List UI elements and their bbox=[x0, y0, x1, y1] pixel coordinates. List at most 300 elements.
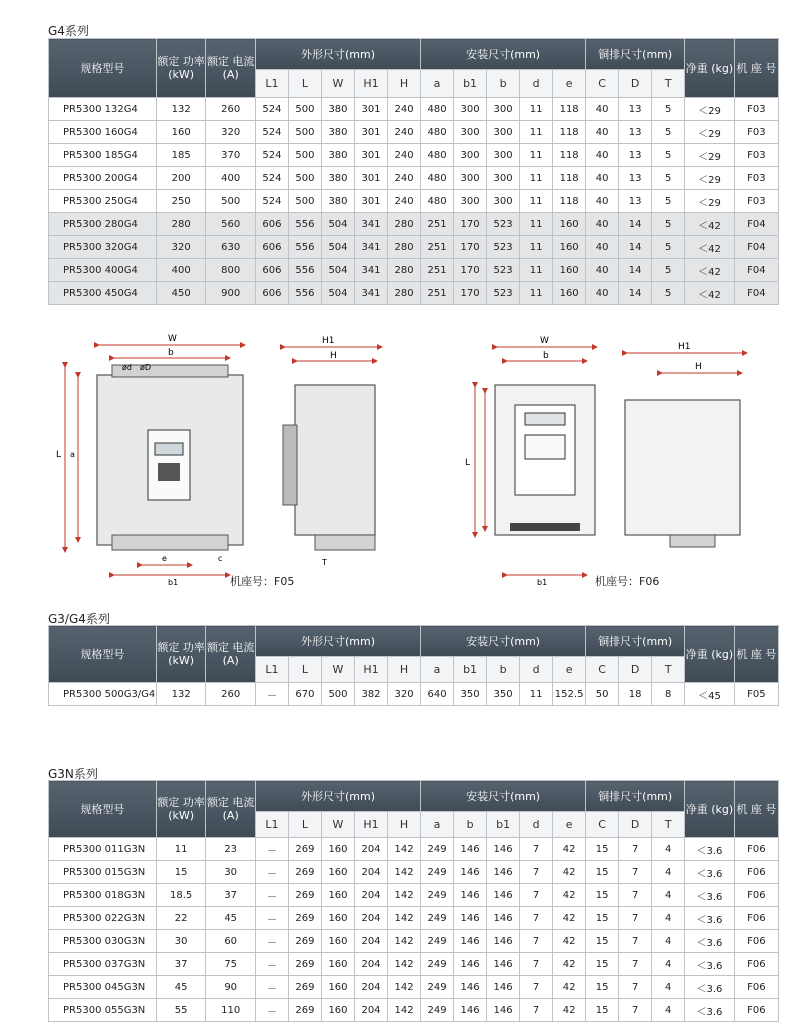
table-cell: 560 bbox=[206, 213, 256, 236]
table-cell: 146 bbox=[487, 838, 520, 861]
header-outer-dims: 外形尺寸(mm) bbox=[255, 626, 420, 657]
table-cell: F03 bbox=[734, 190, 778, 213]
table-cell: － bbox=[255, 999, 288, 1022]
table-cell: 204 bbox=[355, 976, 388, 999]
model-cell: PR5300 200G4 bbox=[49, 167, 157, 190]
model-cell: PR5300 011G3N bbox=[49, 838, 157, 861]
table-cell: 523 bbox=[487, 259, 520, 282]
subheader-t: T bbox=[652, 657, 685, 683]
table-cell: 300 bbox=[487, 144, 520, 167]
g3g4-spec-table bbox=[48, 625, 779, 706]
table-cell: F06 bbox=[734, 907, 778, 930]
table-cell: F03 bbox=[734, 167, 778, 190]
model-cell: PR5300 045G3N bbox=[49, 976, 157, 999]
table-cell: 15 bbox=[586, 976, 619, 999]
table-cell: 146 bbox=[454, 884, 487, 907]
header-model: 规格型号 bbox=[49, 781, 157, 838]
table-cell: 146 bbox=[454, 999, 487, 1022]
dim-bigd-label: øD bbox=[140, 363, 152, 372]
table-cell: F06 bbox=[734, 953, 778, 976]
table-cell: 170 bbox=[454, 236, 487, 259]
subheader-h1: H1 bbox=[355, 812, 388, 838]
table-cell: 269 bbox=[288, 861, 321, 884]
table-cell: 4 bbox=[652, 884, 685, 907]
subheader-b: b bbox=[487, 657, 520, 683]
table-cell: 251 bbox=[421, 236, 454, 259]
table-cell: 341 bbox=[355, 236, 388, 259]
table-cell: 500 bbox=[288, 98, 321, 121]
table-cell: 251 bbox=[421, 282, 454, 305]
table-cell: 382 bbox=[355, 683, 388, 706]
model-cell: PR5300 132G4 bbox=[49, 98, 157, 121]
header-model: 规格型号 bbox=[49, 39, 157, 98]
table-cell: 204 bbox=[355, 838, 388, 861]
table-cell: 160 bbox=[321, 976, 354, 999]
table-cell: 146 bbox=[487, 861, 520, 884]
table-cell: 142 bbox=[388, 976, 421, 999]
table-cell: 7 bbox=[520, 930, 553, 953]
dim-w-label: W bbox=[168, 334, 177, 344]
table-cell: 118 bbox=[553, 144, 586, 167]
table-cell: 480 bbox=[421, 190, 454, 213]
table-cell: 5 bbox=[652, 282, 685, 305]
table-cell: 300 bbox=[454, 121, 487, 144]
f06-dim-b1-label: b1 bbox=[537, 578, 548, 587]
table-cell: 146 bbox=[454, 930, 487, 953]
model-cell: PR5300 250G4 bbox=[49, 190, 157, 213]
subheader-h: H bbox=[388, 657, 421, 683]
table-cell: 7 bbox=[619, 976, 652, 999]
table-cell: F04 bbox=[734, 259, 778, 282]
f06-dim-w-label: W bbox=[540, 336, 549, 346]
table-cell: 301 bbox=[355, 144, 388, 167]
table-cell: 504 bbox=[321, 236, 354, 259]
table-cell: 7 bbox=[520, 838, 553, 861]
table-cell: F06 bbox=[734, 999, 778, 1022]
table-row bbox=[49, 259, 779, 282]
table-cell: F03 bbox=[734, 144, 778, 167]
table-cell: 300 bbox=[487, 121, 520, 144]
table-cell: 5 bbox=[652, 236, 685, 259]
table-cell: 146 bbox=[454, 976, 487, 999]
table-cell: 670 bbox=[288, 683, 321, 706]
subheader-b: b bbox=[487, 70, 520, 98]
table-row bbox=[49, 190, 779, 213]
table-cell: 4 bbox=[652, 976, 685, 999]
f05-frame-label: 机座号：F05 bbox=[230, 575, 295, 588]
table-cell: 7 bbox=[619, 861, 652, 884]
model-cell: PR5300 022G3N bbox=[49, 907, 157, 930]
table-cell: 341 bbox=[355, 259, 388, 282]
table-cell: F06 bbox=[734, 930, 778, 953]
subheader-t: T bbox=[652, 70, 685, 98]
subheader-d: D bbox=[619, 812, 652, 838]
header-power: 额定 功率 (kW) bbox=[156, 781, 206, 838]
table-row bbox=[49, 213, 779, 236]
f06-dim-h1-label: H1 bbox=[678, 342, 691, 352]
table-cell: 556 bbox=[288, 213, 321, 236]
table-cell: 146 bbox=[487, 953, 520, 976]
table-cell: ＜42 bbox=[685, 259, 735, 282]
header-power: 额定 功率 (kW) bbox=[156, 39, 206, 98]
table-cell: 249 bbox=[421, 953, 454, 976]
table-cell: 160 bbox=[156, 121, 206, 144]
table-cell: F04 bbox=[734, 282, 778, 305]
table-cell: 13 bbox=[619, 98, 652, 121]
table-cell: 240 bbox=[388, 167, 421, 190]
header-frame: 机 座 号 bbox=[734, 626, 778, 683]
table-cell: 204 bbox=[355, 884, 388, 907]
table-cell: 380 bbox=[321, 167, 354, 190]
table-cell: 160 bbox=[321, 953, 354, 976]
table-cell: 40 bbox=[586, 213, 619, 236]
table-cell: 15 bbox=[586, 930, 619, 953]
table-cell: 240 bbox=[388, 98, 421, 121]
table-cell: 301 bbox=[355, 190, 388, 213]
table-cell: 7 bbox=[520, 953, 553, 976]
table-cell: 500 bbox=[288, 190, 321, 213]
table-cell: 249 bbox=[421, 884, 454, 907]
table-cell: 110 bbox=[206, 999, 256, 1022]
table-cell: 500 bbox=[288, 167, 321, 190]
header-power: 额定 功率 (kW) bbox=[156, 626, 206, 683]
table-cell: 142 bbox=[388, 999, 421, 1022]
subheader-e: e bbox=[553, 657, 586, 683]
table-cell: 260 bbox=[206, 98, 256, 121]
table-cell: 14 bbox=[619, 236, 652, 259]
table-cell: 480 bbox=[421, 144, 454, 167]
table-cell: 249 bbox=[421, 976, 454, 999]
table-cell: 42 bbox=[553, 953, 586, 976]
f06-dim-l-label: L bbox=[465, 458, 471, 468]
table-cell: 60 bbox=[206, 930, 256, 953]
table-cell: 22 bbox=[156, 907, 206, 930]
table-cell: 40 bbox=[586, 121, 619, 144]
table-cell: F03 bbox=[734, 121, 778, 144]
table-cell: － bbox=[255, 838, 288, 861]
table-cell: 118 bbox=[553, 121, 586, 144]
table-row bbox=[49, 98, 779, 121]
subheader-w: W bbox=[321, 70, 354, 98]
subheader-d: d bbox=[520, 812, 553, 838]
dim-c-label: c bbox=[218, 554, 223, 563]
table-cell: 240 bbox=[388, 190, 421, 213]
table-row bbox=[49, 683, 779, 706]
table-cell: 504 bbox=[321, 282, 354, 305]
header-copper-dims: 铜排尺寸(mm) bbox=[586, 626, 685, 657]
table-cell: 480 bbox=[421, 121, 454, 144]
table-cell: 75 bbox=[206, 953, 256, 976]
table-cell: 42 bbox=[553, 838, 586, 861]
table-cell: 142 bbox=[388, 930, 421, 953]
table-cell: 320 bbox=[156, 236, 206, 259]
table-cell: 160 bbox=[321, 930, 354, 953]
table-cell: 524 bbox=[255, 98, 288, 121]
table-cell: 606 bbox=[255, 282, 288, 305]
table-cell: 40 bbox=[586, 236, 619, 259]
dim-t-label: T bbox=[322, 558, 327, 567]
table-cell: 146 bbox=[487, 976, 520, 999]
table-cell: 90 bbox=[206, 976, 256, 999]
table-cell: ＜42 bbox=[685, 213, 735, 236]
table-cell: 7 bbox=[520, 884, 553, 907]
table-cell: 280 bbox=[156, 213, 206, 236]
g4-section-title: G4系列 bbox=[48, 24, 89, 38]
table-cell: 185 bbox=[156, 144, 206, 167]
f06-frame-label: 机座号：F06 bbox=[595, 575, 660, 588]
table-cell: 4 bbox=[652, 999, 685, 1022]
table-cell: 5 bbox=[652, 121, 685, 144]
table-cell: 240 bbox=[388, 144, 421, 167]
table-cell: 300 bbox=[487, 98, 520, 121]
table-cell: 249 bbox=[421, 838, 454, 861]
table-cell: 4 bbox=[652, 953, 685, 976]
subheader-d: D bbox=[619, 70, 652, 98]
table-cell: 280 bbox=[388, 236, 421, 259]
table-cell: 4 bbox=[652, 861, 685, 884]
table-cell: 301 bbox=[355, 98, 388, 121]
table-cell: 7 bbox=[619, 953, 652, 976]
table-cell: 800 bbox=[206, 259, 256, 282]
table-cell: 14 bbox=[619, 259, 652, 282]
table-cell: F03 bbox=[734, 98, 778, 121]
f05-side-view bbox=[283, 336, 380, 567]
subheader-a: a bbox=[421, 657, 454, 683]
model-cell: PR5300 018G3N bbox=[49, 884, 157, 907]
table-cell: 146 bbox=[454, 953, 487, 976]
table-cell: 170 bbox=[454, 213, 487, 236]
table-cell: 11 bbox=[520, 683, 553, 706]
table-cell: F05 bbox=[734, 683, 778, 706]
table-cell: ＜29 bbox=[685, 167, 735, 190]
table-cell: 13 bbox=[619, 121, 652, 144]
table-cell: 4 bbox=[652, 930, 685, 953]
table-cell: 42 bbox=[553, 861, 586, 884]
table-cell: 240 bbox=[388, 121, 421, 144]
table-cell: 524 bbox=[255, 144, 288, 167]
table-cell: 249 bbox=[421, 930, 454, 953]
table-cell: 132 bbox=[156, 683, 206, 706]
table-cell: 160 bbox=[321, 999, 354, 1022]
table-cell: 450 bbox=[156, 282, 206, 305]
table-cell: 350 bbox=[454, 683, 487, 706]
model-cell: PR5300 160G4 bbox=[49, 121, 157, 144]
table-cell: 13 bbox=[619, 190, 652, 213]
table-cell: 170 bbox=[454, 282, 487, 305]
table-row bbox=[49, 282, 779, 305]
table-cell: 269 bbox=[288, 884, 321, 907]
subheader-h: H bbox=[388, 812, 421, 838]
table-cell: 118 bbox=[553, 98, 586, 121]
table-cell: － bbox=[255, 930, 288, 953]
table-cell: 400 bbox=[206, 167, 256, 190]
table-cell: 524 bbox=[255, 167, 288, 190]
table-cell: 320 bbox=[206, 121, 256, 144]
table-cell: 280 bbox=[388, 259, 421, 282]
table-cell: 160 bbox=[553, 259, 586, 282]
table-cell: 15 bbox=[586, 999, 619, 1022]
table-cell: 280 bbox=[388, 282, 421, 305]
table-cell: 500 bbox=[288, 144, 321, 167]
dimension-diagrams bbox=[40, 325, 760, 595]
table-row bbox=[49, 121, 779, 144]
table-cell: 204 bbox=[355, 999, 388, 1022]
g3n-section-title: G3N系列 bbox=[48, 767, 98, 781]
table-cell: 146 bbox=[487, 907, 520, 930]
table-cell: 204 bbox=[355, 907, 388, 930]
header-frame: 机 座 号 bbox=[734, 781, 778, 838]
table-cell: 146 bbox=[487, 930, 520, 953]
subheader-a: a bbox=[421, 70, 454, 98]
table-cell: 7 bbox=[619, 907, 652, 930]
table-cell: F04 bbox=[734, 213, 778, 236]
table-cell: 160 bbox=[553, 213, 586, 236]
table-cell: 142 bbox=[388, 907, 421, 930]
dim-h-label: H bbox=[330, 351, 337, 361]
f06-side-view bbox=[625, 342, 745, 547]
table-cell: 160 bbox=[553, 236, 586, 259]
table-cell: 204 bbox=[355, 930, 388, 953]
header-outer-dims: 外形尺寸(mm) bbox=[255, 39, 420, 70]
subheader-b1: b1 bbox=[487, 812, 520, 838]
table-cell: 152.5 bbox=[553, 683, 586, 706]
table-cell: 18 bbox=[619, 683, 652, 706]
table-cell: 280 bbox=[388, 213, 421, 236]
table-cell: 160 bbox=[553, 282, 586, 305]
table-cell: 204 bbox=[355, 953, 388, 976]
f05-front-view bbox=[56, 334, 243, 587]
header-outer-dims: 外形尺寸(mm) bbox=[255, 781, 420, 812]
table-cell: 204 bbox=[355, 861, 388, 884]
table-cell: 4 bbox=[652, 907, 685, 930]
table-cell: 7 bbox=[619, 884, 652, 907]
table-cell: ＜29 bbox=[685, 190, 735, 213]
table-cell: 30 bbox=[156, 930, 206, 953]
table-cell: 269 bbox=[288, 907, 321, 930]
table-cell: 40 bbox=[586, 167, 619, 190]
table-cell: 11 bbox=[520, 121, 553, 144]
table-cell: ＜42 bbox=[685, 282, 735, 305]
table-row bbox=[49, 999, 779, 1022]
table-cell: 42 bbox=[553, 930, 586, 953]
table-cell: 5 bbox=[652, 98, 685, 121]
header-copper-dims: 铜排尺寸(mm) bbox=[586, 39, 685, 70]
subheader-c: C bbox=[586, 70, 619, 98]
subheader-l: L bbox=[288, 657, 321, 683]
table-cell: 11 bbox=[520, 98, 553, 121]
table-cell: ＜3.6 bbox=[685, 999, 735, 1022]
subheader-a: a bbox=[421, 812, 454, 838]
g4-spec-table bbox=[48, 38, 779, 305]
f06-dim-b-label: b bbox=[543, 351, 549, 361]
table-cell: 13 bbox=[619, 144, 652, 167]
header-frame: 机 座 号 bbox=[734, 39, 778, 98]
table-cell: 160 bbox=[321, 838, 354, 861]
table-cell: 11 bbox=[520, 213, 553, 236]
table-cell: 118 bbox=[553, 190, 586, 213]
model-cell: PR5300 450G4 bbox=[49, 282, 157, 305]
table-cell: 249 bbox=[421, 861, 454, 884]
table-cell: 7 bbox=[619, 838, 652, 861]
table-cell: ＜3.6 bbox=[685, 976, 735, 999]
table-cell: 14 bbox=[619, 213, 652, 236]
table-row bbox=[49, 167, 779, 190]
table-cell: 380 bbox=[321, 121, 354, 144]
table-cell: 7 bbox=[520, 907, 553, 930]
table-cell: F06 bbox=[734, 838, 778, 861]
table-cell: 5 bbox=[652, 213, 685, 236]
table-cell: ＜3.6 bbox=[685, 953, 735, 976]
model-cell: PR5300 015G3N bbox=[49, 861, 157, 884]
subheader-e: e bbox=[553, 70, 586, 98]
model-cell: PR5300 320G4 bbox=[49, 236, 157, 259]
table-cell: 300 bbox=[454, 98, 487, 121]
table-cell: ＜3.6 bbox=[685, 838, 735, 861]
table-cell: 7 bbox=[619, 930, 652, 953]
subheader-l: L bbox=[288, 812, 321, 838]
table-cell: 630 bbox=[206, 236, 256, 259]
dimension-drawings bbox=[40, 325, 760, 595]
model-cell: PR5300 400G4 bbox=[49, 259, 157, 282]
table-cell: 11 bbox=[520, 259, 553, 282]
subheader-l1: L1 bbox=[255, 657, 288, 683]
table-cell: 380 bbox=[321, 144, 354, 167]
table-cell: 251 bbox=[421, 213, 454, 236]
header-copper-dims: 铜排尺寸(mm) bbox=[586, 781, 685, 812]
table-cell: 269 bbox=[288, 999, 321, 1022]
table-cell: 640 bbox=[421, 683, 454, 706]
table-cell: 500 bbox=[288, 121, 321, 144]
table-row bbox=[49, 861, 779, 884]
model-cell: PR5300 185G4 bbox=[49, 144, 157, 167]
table-cell: 40 bbox=[586, 259, 619, 282]
table-cell: ＜3.6 bbox=[685, 930, 735, 953]
header-install-dims: 安装尺寸(mm) bbox=[421, 626, 586, 657]
table-cell: 400 bbox=[156, 259, 206, 282]
table-cell: 556 bbox=[288, 282, 321, 305]
table-cell: F06 bbox=[734, 976, 778, 999]
table-cell: ＜3.6 bbox=[685, 884, 735, 907]
table-cell: 606 bbox=[255, 236, 288, 259]
table-cell: 300 bbox=[454, 190, 487, 213]
subheader-b: b bbox=[454, 812, 487, 838]
subheader-w: W bbox=[321, 812, 354, 838]
table-cell: 606 bbox=[255, 259, 288, 282]
table-cell: 23 bbox=[206, 838, 256, 861]
table-row bbox=[49, 838, 779, 861]
subheader-l1: L1 bbox=[255, 812, 288, 838]
table-cell: 370 bbox=[206, 144, 256, 167]
table-cell: 40 bbox=[586, 190, 619, 213]
table-cell: 200 bbox=[156, 167, 206, 190]
table-cell: 11 bbox=[520, 144, 553, 167]
table-cell: 160 bbox=[321, 861, 354, 884]
table-cell: 146 bbox=[454, 907, 487, 930]
subheader-d: D bbox=[619, 657, 652, 683]
table-cell: 269 bbox=[288, 930, 321, 953]
dim-a-label: a bbox=[70, 450, 75, 459]
table-cell: － bbox=[255, 683, 288, 706]
table-cell: 380 bbox=[321, 190, 354, 213]
table-cell: 15 bbox=[586, 884, 619, 907]
table-cell: 524 bbox=[255, 190, 288, 213]
table-cell: 15 bbox=[586, 861, 619, 884]
table-cell: 45 bbox=[156, 976, 206, 999]
table-cell: － bbox=[255, 907, 288, 930]
table-cell: 7 bbox=[520, 999, 553, 1022]
table-cell: 160 bbox=[321, 884, 354, 907]
header-weight: 净重 (kg) bbox=[685, 781, 735, 838]
